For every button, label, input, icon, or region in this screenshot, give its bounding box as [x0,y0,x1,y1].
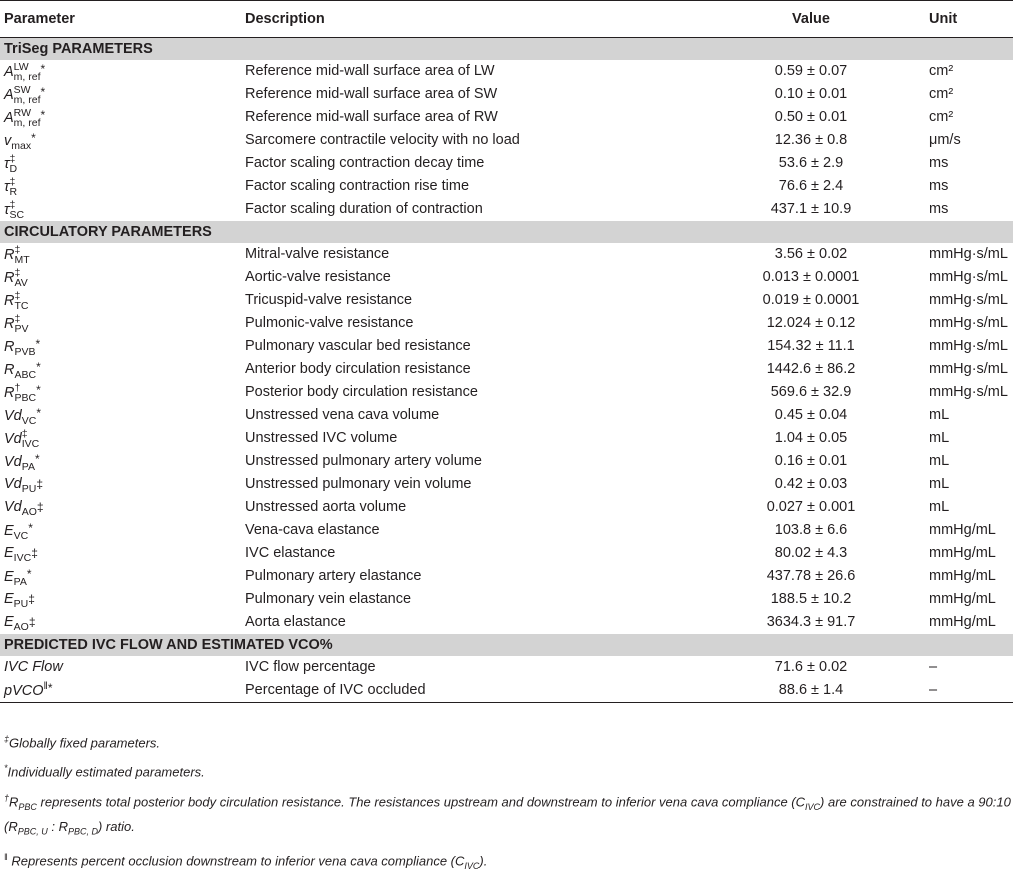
sup-sub-stack [9,154,17,174]
footnote-occlusion: ‖ Represents percent occlusion downstream to inferior vena cava compliance $(C_{IVC})$. [4,852,488,872]
header-description: Description [241,1,697,38]
parameter-unit: mL [929,407,950,424]
parameter-symbol [0,312,241,335]
footnote-mark: * [40,107,46,122]
table-row [0,496,1013,519]
parameter-unit: – [929,659,938,676]
symbol: R ‡ MT [4,243,30,266]
parameter-description: Reference mid-wall surface area of SW [245,86,498,103]
subscript: m, ref [13,116,41,129]
table-row [0,198,1013,221]
parameter-value: 12.36 ± 0.8 [774,132,848,149]
parameter-unit: ms [929,155,949,172]
symbol: $E_{PU}$ [4,591,29,611]
parameter-symbol [0,243,241,266]
symbol: pVCO‖ [4,680,48,700]
parameter-description: Vena-cava elastance [245,522,380,539]
subscript: ABC [14,369,37,382]
parameter-unit: μm/s [929,132,961,149]
symbol: A RW m, ref [4,106,41,129]
parameter-symbol [0,473,241,496]
section-header-row [0,38,1013,61]
table-row [0,83,1013,106]
table-row [0,266,1013,289]
parameter-value: 0.013 ± 0.0001 [762,269,860,286]
parameter-description: Aortic-valve resistance [245,269,391,286]
parameter-unit: mmHg·s/mL [929,315,1008,332]
sup-sub-stack [22,429,40,449]
sup-sub-stack [14,291,28,311]
parameter-description: Factor scaling contraction decay time [245,155,485,172]
subscript: TC [14,299,29,312]
superscript: ‡ [21,427,28,440]
table-row [0,381,1013,404]
parameter-symbol [0,588,241,611]
parameter-unit: mmHg·s/mL [929,246,1008,263]
table-row [0,611,1013,634]
parameter-description: IVC elastance [245,545,336,562]
superscript: RW [13,106,31,119]
parameter-symbol [0,106,241,129]
superscript: † [14,381,21,394]
symbol: $Vd_{VC}$ [4,408,37,428]
parameter-symbol [0,656,241,679]
parameter-description: Tricuspid-valve resistance [245,292,413,309]
parameter-description: Reference mid-wall surface area of RW [245,109,498,126]
footnote-individually-estimated: *Individually estimated parameters. [4,763,205,780]
subscript: AO [21,506,37,519]
parameter-value: 437.1 ± 10.9 [770,201,852,218]
parameter-symbol [0,60,241,83]
symbol: IVC Flow [4,659,63,676]
table-row [0,450,1013,473]
symbol: $Vd_{PA}$ [4,454,35,474]
parameter-unit: mmHg/mL [929,568,996,585]
subscript: MT [14,253,30,266]
subscript: AO [13,621,29,634]
symbol: $E_{PA}$ [4,569,27,589]
sup-sub-stack [14,268,27,288]
parameter-symbol [0,565,241,588]
footnote-mark: ‡ [28,592,35,607]
symbol: Vd ‡ IVC [4,427,40,450]
parameter-symbol [0,129,241,152]
parameter-value: 80.02 ± 4.3 [774,545,848,562]
subscript: m, ref [13,70,41,83]
parameter-symbol [0,83,241,106]
parameter-value: 12.024 ± 0.12 [766,315,856,332]
parameter-description: Factor scaling contraction rise time [245,178,470,195]
parameter-description: Unstressed aorta volume [245,499,407,516]
parameter-value: 88.6 ± 1.4 [697,679,925,703]
footnote-mark: * [36,382,41,397]
parameter-unit: mL [929,430,950,447]
symbol: R ‡ TC [4,289,29,312]
table-row [0,152,1013,175]
sup-sub-stack [14,108,41,128]
subscript: PA [13,576,27,589]
symbol: R ‡ PV [4,312,29,335]
parameter-description: Aorta elastance [245,614,346,631]
parameter-value: 0.50 ± 0.01 [774,109,848,126]
symbol: A LW m, ref [4,60,41,83]
superscript: ‡ [9,198,16,211]
footnote-mark: * [36,406,42,421]
parameter-unit: mmHg·s/mL [929,384,1008,401]
subscript: AV [14,276,28,289]
parameter-symbol [0,519,241,542]
parameter-description: Mitral-valve resistance [245,246,390,263]
table-row [0,519,1013,542]
parameter-value: 0.42 ± 0.03 [774,476,848,493]
table-row [0,656,1013,679]
superscript: ‡ [14,312,21,325]
parameter-unit: mmHg/mL [929,591,996,608]
table-row [0,427,1013,450]
parameter-description: Percentage of IVC occluded [241,679,697,703]
subscript: PU [21,483,37,496]
parameter-description: Unstressed pulmonary vein volume [245,476,472,493]
parameter-value: 0.10 ± 0.01 [774,86,848,103]
sup-sub-stack [14,245,29,265]
parameter-unit: mmHg/mL [929,522,996,539]
subscript: PU [13,598,29,611]
parameter-symbol [0,496,241,519]
parameter-unit: – [925,679,1013,703]
parameter-value: 76.6 ± 2.4 [778,178,844,195]
parameter-symbol [0,198,241,221]
parameter-symbol [0,335,241,358]
parameter-value: 0.16 ± 0.01 [774,453,848,470]
section-title: CIRCULATORY PARAMETERS [0,221,1013,243]
symbol: $E_{AO}$ [4,614,29,634]
footnote-globally-fixed: ‡Globally fixed parameters. [4,734,161,751]
symbol: $Vd_{AO}$ [4,499,37,519]
parameter-value: 188.5 ± 10.2 [770,591,852,608]
footnote-mark: * [35,337,41,352]
parameter-value: 103.8 ± 6.6 [774,522,848,539]
footnote-mark: * [40,84,46,99]
parameter-unit: mmHg/mL [929,614,996,631]
parameter-description: Reference mid-wall surface area of LW [245,63,495,80]
table-row [0,312,1013,335]
parameter-value: 1.04 ± 0.05 [774,430,848,447]
parameter-value: 0.45 ± 0.04 [774,407,848,424]
footnote-mark: * [36,360,41,375]
parameter-description: Anterior body circulation resistance [245,361,471,378]
section-header-row [0,634,1013,656]
symbol: $R_{PVB}$ [4,339,36,359]
parameter-symbol [0,175,241,198]
table-row [0,335,1013,358]
subscript: R [9,185,18,198]
parameter-description: Pulmonary vascular bed resistance [245,338,471,355]
parameter-description: Sarcomere contractile velocity with no load [245,132,520,149]
parameter-unit: cm² [929,86,954,103]
table-row [0,289,1013,312]
parameter-unit: mL [929,476,950,493]
subscript: PBC [14,391,37,404]
table-row [0,129,1013,152]
sup-sub-stack [14,383,36,403]
parameter-description: Factor scaling duration of contraction [245,201,483,218]
section-title: PREDICTED IVC FLOW AND ESTIMATED VCO% [0,634,1013,656]
parameter-value: 0.027 ± 0.001 [766,499,856,516]
subscript: PV [14,322,29,335]
parameter-value: 154.32 ± 11.1 [767,338,855,355]
superscript: ‡ [9,175,16,188]
parameter-description: Posterior body circulation resistance [245,384,478,401]
parameter-symbol [0,266,241,289]
parameter-value: 0.59 ± 0.07 [774,63,848,80]
subscript: SC [9,208,25,221]
table-row [0,243,1013,266]
sup-sub-stack [14,314,28,334]
parameter-symbol [0,289,241,312]
footnote-mark: * [26,567,32,582]
sup-sub-stack [9,200,24,220]
parameter-description: Unstressed pulmonary artery volume [245,453,482,470]
table-row [0,175,1013,198]
parameter-unit: mL [929,453,950,470]
parameter-description: IVC flow percentage [245,659,376,676]
parameter-description: Unstressed IVC volume [245,430,398,447]
table-row [0,473,1013,496]
subscript: VC [21,415,37,428]
parameter-value: 53.6 ± 2.9 [778,155,844,172]
parameter-unit: ms [929,201,949,218]
parameter-description: Unstressed vena cava volume [245,407,440,424]
table-row [0,565,1013,588]
sup-sub-stack [14,85,41,105]
parameter-value: 0.019 ± 0.0001 [762,292,860,309]
superscript: LW [13,60,29,73]
parameter-value: 569.6 ± 32.9 [770,384,852,401]
parameter-symbol [0,381,241,404]
footnote-mark: ‡ [28,615,36,630]
section-title: TriSeg PARAMETERS [0,38,1013,61]
footnote-mark: ‡ [36,500,44,515]
superscript: ‡ [14,243,21,256]
parameter-symbol [0,358,241,381]
symbol: $E_{IVC}$ [4,545,32,565]
footnote-mark: * [28,521,33,536]
header-unit: Unit [925,1,1013,38]
parameter-value: 3.56 ± 0.02 [774,246,848,263]
subscript: max [11,140,32,153]
footnote-mark: * [34,452,40,467]
table-row [0,542,1013,565]
footnote-mark: * [40,61,46,76]
table-row [0,358,1013,381]
footnote-mark: * [31,131,36,146]
parameter-symbol [0,450,241,473]
parameter-symbol [0,679,241,703]
superscript: ‡ [9,152,16,165]
symbol: R † PBC [4,381,37,404]
subscript: m, ref [13,93,41,106]
table-row [0,679,1013,703]
section-header-row [0,221,1013,243]
subscript: D [9,162,18,175]
table-row [0,404,1013,427]
parameter-value: 3634.3 ± 91.7 [766,614,856,631]
parameter-unit: ms [929,178,949,195]
footnote-mark: * [47,681,53,696]
superscript: ‡ [14,266,21,279]
parameter-unit: cm² [929,63,954,80]
subscript: PA [21,461,35,474]
table-header-row [0,1,1013,38]
parameter-symbol [0,152,241,175]
sup-sub-stack [9,177,17,197]
subscript: IVC [13,552,32,565]
parameter-unit: mmHg·s/mL [929,292,1008,309]
symbol: $R_{ABC}$ [4,362,37,382]
subscript: PVB [14,346,36,359]
parameter-symbol [0,404,241,427]
footnotes [0,730,1013,883]
footnote-rpbc: $^\dagger R_{PBC}$ represents total posterior body circulation resistance. The resistances upstream and downstream to inferior vena cava compliance $(C_{IVC})$ are constrained to have a 90:10 ($R_{PBC, U}$ : $R_{PBC, D}$) ratio. [4,792,1011,837]
superscript: ‖ [43,680,48,693]
footnote-mark: ‡ [31,546,38,561]
parameter-description: Pulmonic-valve resistance [245,315,414,332]
table-row [0,588,1013,611]
table-row [0,60,1013,83]
parameter-unit: mmHg/mL [929,545,996,562]
parameter-unit: mmHg·s/mL [929,269,1008,286]
symbol: τ ‡ R [4,175,18,198]
superscript: ‡ [14,289,21,302]
table-row [0,106,1013,129]
subscript: IVC [21,437,40,450]
parameter-value: 437.78 ± 26.6 [766,568,856,585]
symbol: τ ‡ D [4,152,18,175]
parameter-description: Pulmonary artery elastance [245,568,422,585]
symbol: R ‡ AV [4,266,28,289]
symbol: A SW m, ref [4,83,41,106]
parameter-unit: mmHg·s/mL [929,361,1008,378]
parameter-value: 71.6 ± 0.02 [774,659,848,676]
symbol: $v_{max}$ [4,133,32,153]
symbol: $E_{VC}$ [4,523,29,543]
parameter-symbol [0,542,241,565]
parameter-unit: mL [929,499,950,516]
parameter-symbol [0,427,241,450]
symbol: $Vd_{PU}$ [4,476,37,496]
header-value: Value [697,1,925,38]
superscript: SW [13,83,31,96]
header-parameter: Parameter [0,1,241,38]
parameter-unit: cm² [929,109,954,126]
footnote-mark: ‡ [36,477,44,492]
parameter-value: 1442.6 ± 86.2 [766,361,856,378]
sup-sub-stack [14,62,41,82]
parameter-unit: mmHg·s/mL [929,338,1008,355]
parameter-symbol [0,611,241,634]
symbol: τ ‡ SC [4,198,25,221]
subscript: VC [13,530,29,543]
parameter-description: Pulmonary vein elastance [245,591,412,608]
